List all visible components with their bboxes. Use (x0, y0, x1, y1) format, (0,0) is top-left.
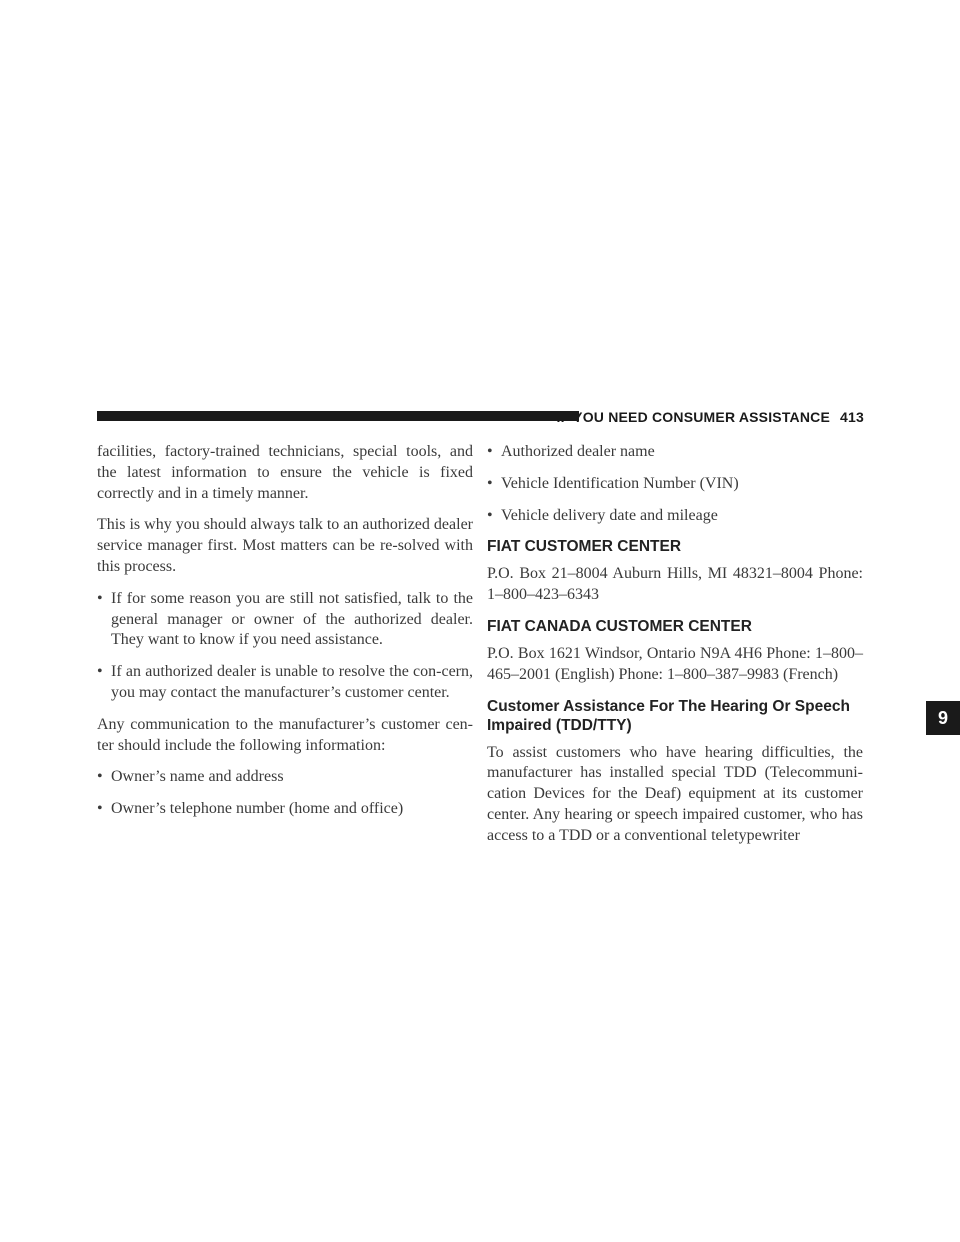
bullet-icon: • (97, 768, 103, 786)
list-item: • Authorized dealer name (487, 442, 863, 463)
header-rule (97, 411, 579, 421)
bullet-icon: • (487, 506, 493, 524)
list-item: • If for some reason you are still not satisfied, talk to the general manager or owner of the authorized dealer. They want to know if you need assistance. (97, 589, 473, 649)
paragraph: This is why you should always talk to an authorized dealer service manager first. Most matters can be re-solved with this process. (97, 516, 473, 575)
list-item: • If an authorized dealer is unable to resolve the con-cern, you may contact the manufacturer’s customer center. (97, 663, 473, 701)
paragraph: P.O. Box 1621 Windsor, Ontario N9A 4H6 Phone: 1–800–465–2001 (English) Phone: 1–800–387–9983 (French) (487, 644, 863, 683)
running-header (557, 409, 865, 425)
bullet-list (487, 442, 863, 526)
chapter-tab: 9 (926, 701, 960, 735)
list-item: • Owner’s name and address (97, 767, 473, 788)
section-title: IF YOU NEED CONSUMER ASSISTANCE (556, 409, 831, 425)
paragraph: P.O. Box 21–8004 Auburn Hills, MI 48321–8004 Phone: 1–800–423–6343 (487, 565, 863, 604)
paragraph: facilities, factory-trained technicians, special tools, and the latest information to ensure the vehicle is fixed correctly and in a timely manner. (97, 443, 473, 502)
page-number: 413 (840, 409, 864, 425)
section-heading: FIAT CUSTOMER CENTER (487, 538, 682, 556)
section-heading: FIAT CANADA CUSTOMER CENTER (487, 617, 752, 635)
list-item: • Owner’s telephone number (home and office) (97, 799, 473, 820)
bullet-icon: • (97, 663, 103, 681)
section-heading: Customer Assistance For The Hearing Or Speech Impaired (TDD/TTY) (487, 697, 850, 734)
bullet-list (97, 767, 473, 820)
bullet-list (97, 589, 473, 704)
bullet-icon: • (97, 800, 103, 818)
paragraph: To assist customers who have hearing difficulties, the manufacturer has installed special TDD (Telecommuni-cation Devices for the Deaf) equipment at its customer center. Any hearing or speech impaired customer, who has access to a TDD or a conventional teletypewriter (487, 743, 863, 844)
right-column (487, 442, 863, 858)
list-item: • Vehicle Identification Number (VIN) (487, 474, 863, 495)
list-item: • Vehicle delivery date and mileage (487, 506, 863, 527)
bullet-icon: • (487, 443, 493, 460)
left-column (97, 442, 473, 831)
bullet-icon: • (487, 474, 493, 492)
bullet-icon: • (97, 589, 103, 607)
paragraph: Any communication to the manufacturer’s customer cen-ter should include the following information: (97, 715, 473, 754)
